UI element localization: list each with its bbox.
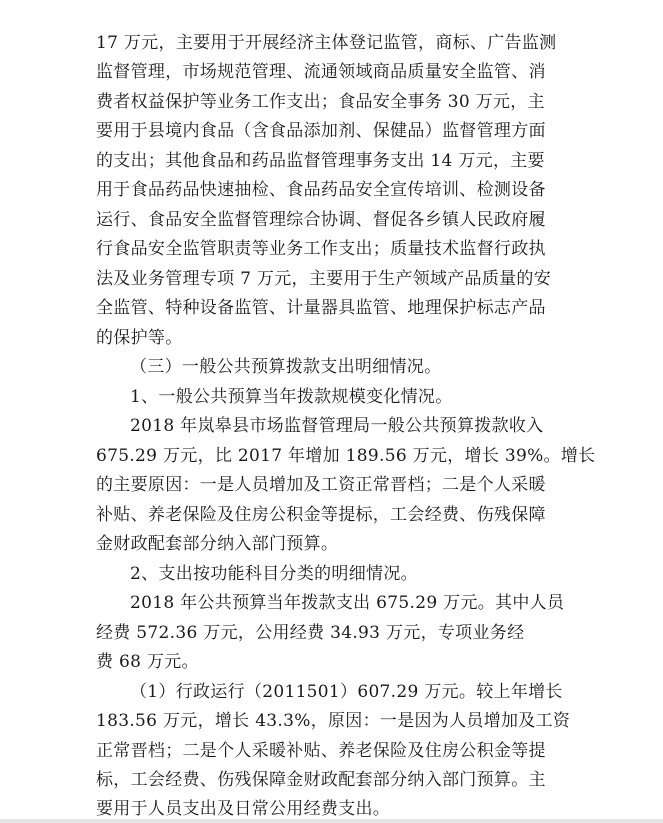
paragraph-line: 675.29 万元，比 2017 年增加 189.56 万元，增长 39%。增长 [96,446,596,466]
paragraph-line: 用于食品药品快速抽检、食品药品安全宣传培训、检测设备 [96,180,546,200]
paragraph-line: 要用于人员支出及日常公用经费支出。 [96,799,391,819]
section-heading: （三）一般公共预算拨款支出明细情况。 [130,357,442,377]
paragraph-line: 行食品安全监管职责等业务工作支出；质量技术监督行政执 [96,239,546,259]
subsection-heading: 2、支出按功能科目分类的明细情况。 [130,564,418,584]
paragraph-line: 183.56 万元，增长 43.3%，原因：一是因为人员增加及工资 [96,711,571,731]
paragraph-line: 监督管理，市场规范管理、流通领域商品质量安全监管、消 [96,62,546,82]
paragraph-line: 的主要原因：一是人员增加及工资正常晋档；二是个人采暖 [96,475,546,495]
paragraph-line: 标，工会经费、伤残保障金财政配套部分纳入部门预算。主 [96,770,546,790]
paragraph-line: 17 万元，主要用于开展经济主体登记监管，商标、广告监测 [96,33,557,53]
page-bottom-edge [0,819,663,823]
paragraph-line: 要用于县境内食品（含食品添加剂、保健品）监督管理方面 [96,121,546,141]
paragraph-line: 补贴、养老保险及住房公积金等提标，工会经费、伤残保障 [96,505,546,525]
paragraph-line: 法及业务管理专项 7 万元，主要用于生产领域产品质量的安 [96,269,552,289]
paragraph-line: 金财政配套部分纳入部门预算。 [96,534,339,554]
paragraph-line: 正常晋档；二是个人采暖补贴、养老保险及住房公积金等提 [96,741,546,761]
subsection-heading: 1、一般公共预算当年拨款规模变化情况。 [130,387,453,407]
paragraph-line: 的支出；其他食品和药品监督管理事务支出 14 万元，主要 [96,151,545,171]
paragraph-line: 全监管、特种设备监管、计量器具监管、地理保护标志产品 [96,298,546,318]
paragraph-line: 2018 年岚皋县市场监督管理局一般公共预算拨款收入 [130,416,544,436]
paragraph-line: 2018 年公共预算当年拨款支出 675.29 万元。其中人员 [130,593,565,613]
paragraph-line: 的保护等。 [96,328,183,348]
paragraph-line: （1）行政运行（2011501）607.29 万元。较上年增长 [130,682,563,702]
paragraph-line: 运行、食品安全监督管理综合协调、督促各乡镇人民政府履 [96,210,546,230]
paragraph-line: 费 68 万元。 [96,652,199,672]
paragraph-line: 经费 572.36 万元，公用经费 34.93 万元，专项业务经 [96,623,525,643]
paragraph-line: 费者权益保护等业务工作支出；食品安全事务 30 万元，主 [96,92,545,112]
